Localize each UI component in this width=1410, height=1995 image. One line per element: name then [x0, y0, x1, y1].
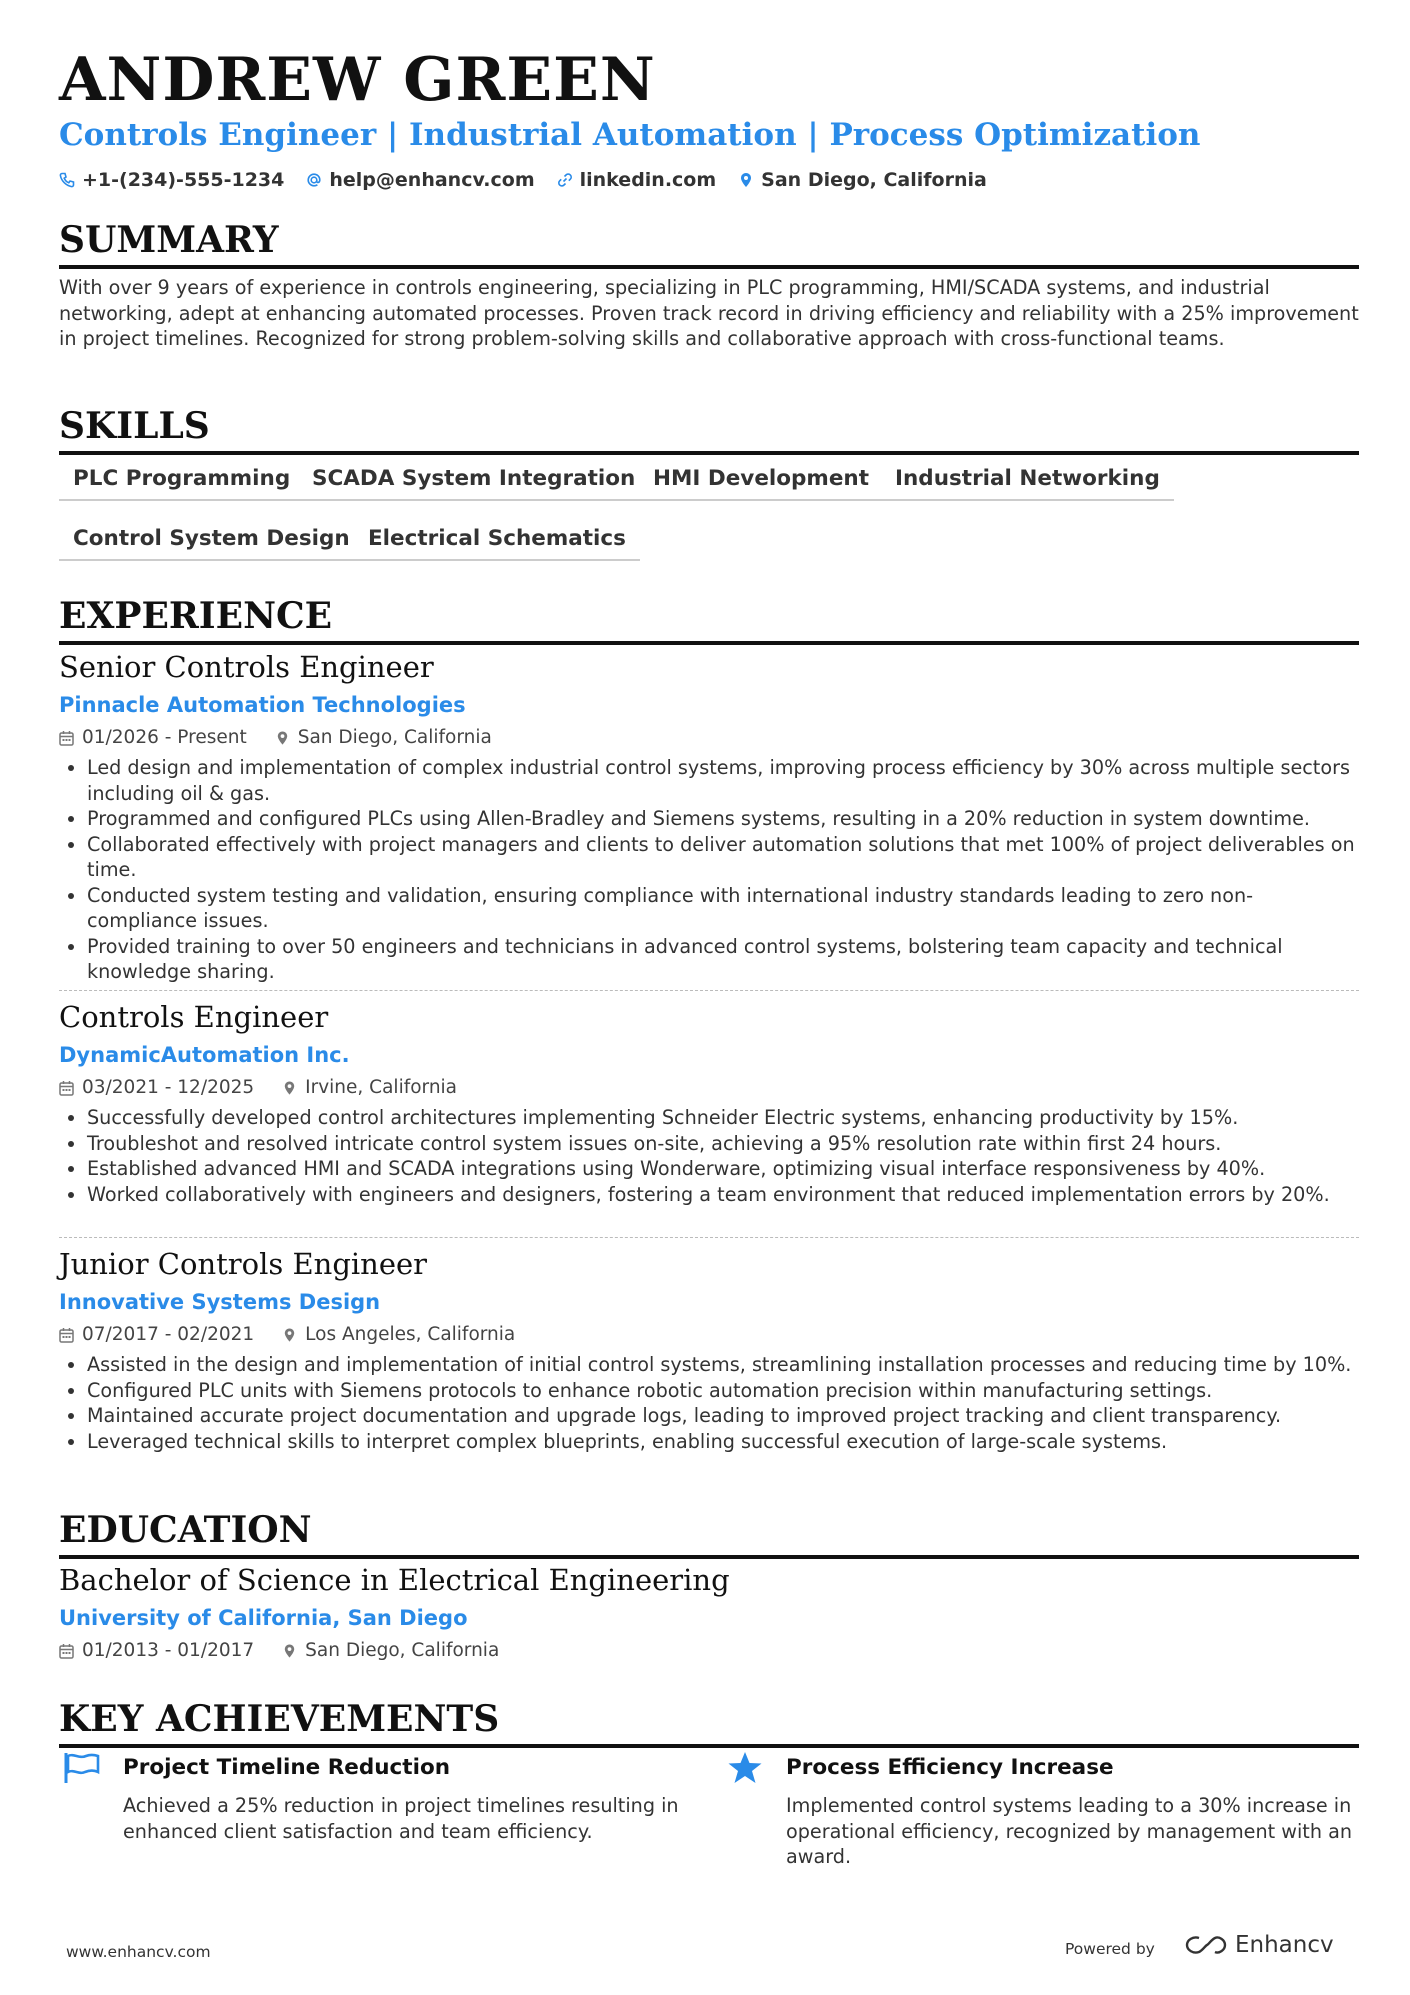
job-bullet: • Maintained accurate project documentation and upgrade logs, leading to improved project tracking and client transparency.	[87, 1403, 1359, 1429]
calendar-icon	[59, 730, 74, 746]
education-location	[282, 1640, 499, 1661]
job-location-text: San Diego, California	[297, 727, 492, 748]
education-meta	[59, 1640, 499, 1661]
email-text: help@enhancv.com	[329, 169, 535, 191]
job-bullet: • Worked collaboratively with engineers and designers, fostering a team environment that reduced implementation errors by 20%.	[87, 1182, 1359, 1208]
company-name: DynamicAutomation Inc.	[59, 1043, 350, 1067]
job-bullet: • Configured PLC units with Siemens protocols to enhance robotic automation precision within manufacturing settings.	[87, 1378, 1359, 1404]
job-title: Senior Controls Engineer	[59, 650, 434, 684]
footer-powered-by: Powered by	[1065, 1940, 1155, 1958]
contact-email[interactable]	[306, 169, 534, 191]
experience-heading: EXPERIENCE	[59, 598, 1359, 645]
footer-brand-logo[interactable]	[1185, 1932, 1334, 1958]
location-pin-icon	[738, 172, 754, 188]
job-dates-text: 03/2021 - 12/2025	[82, 1077, 255, 1098]
job-bullet: • Conducted system testing and validation, ensuring compliance with international industry standards leading to zero non-compliance issues.	[87, 883, 1359, 934]
skill-tag: Industrial Networking	[881, 466, 1174, 501]
job-meta	[59, 1077, 457, 1098]
job-bullet: • Assisted in the design and implementation of initial control systems, streamlining installation processes and reducing time by 10%.	[87, 1352, 1359, 1378]
skill-tag: PLC Programming	[59, 466, 304, 501]
achievement-title: Project Timeline Reduction	[123, 1755, 451, 1780]
job-bullet: • Leveraged technical skills to interpret complex blueprints, enabling successful execution of large-scale systems.	[87, 1429, 1359, 1455]
job-bullets	[59, 1352, 1359, 1454]
job-divider	[59, 990, 1359, 991]
company-name: Pinnacle Automation Technologies	[59, 693, 466, 717]
location-pin-icon	[282, 1643, 297, 1659]
job-location	[282, 1324, 515, 1345]
job-dates-text: 01/2026 - Present	[82, 727, 247, 748]
contact-phone[interactable]	[59, 169, 284, 191]
phone-icon	[59, 172, 75, 188]
headline: Controls Engineer | Industrial Automation | Process Optimization	[59, 117, 1201, 153]
calendar-icon	[59, 1643, 74, 1659]
skill-tag: Control System Design	[59, 526, 364, 561]
phone-text: +1-(234)-555-1234	[82, 169, 285, 191]
job-dates-text: 07/2017 - 02/2021	[82, 1324, 255, 1345]
job-meta	[59, 1324, 515, 1345]
star-icon	[726, 1751, 764, 1785]
education-dates	[59, 1640, 254, 1661]
company-name: Innovative Systems Design	[59, 1290, 381, 1314]
summary-text: With over 9 years of experience in controls engineering, specializing in PLC programming, HMI/SCADA systems, and industrial networking, adept at enhancing automated processes. Proven track record in driving efficiency and reliability with a 25% improvement in project timelines. Recognized for strong problem-solving skills and collaborative approach with cross-functional teams.	[59, 276, 1359, 350]
linkedin-text: linkedin.com	[579, 169, 717, 191]
job-bullet: • Led design and implementation of complex industrial control systems, improving process efficiency by 30% across multiple sectors including oil & gas.	[87, 755, 1359, 806]
skills-heading: SKILLS	[59, 408, 1359, 455]
job-bullets	[59, 755, 1359, 985]
job-location-text: Irvine, California	[305, 1077, 458, 1098]
contact-bar	[59, 169, 987, 191]
school-name: University of California, San Diego	[59, 1606, 468, 1630]
job-dates	[59, 1077, 254, 1098]
job-bullet: • Established advanced HMI and SCADA integrations using Wonderware, optimizing visual interface responsiveness by 40%.	[87, 1156, 1359, 1182]
skill-tag: HMI Development	[639, 466, 883, 501]
education-heading: EDUCATION	[59, 1512, 1359, 1559]
job-bullet: • Successfully developed control architectures implementing Schneider Electric systems, enhancing productivity by 15%.	[87, 1105, 1359, 1131]
calendar-icon	[59, 1080, 74, 1096]
job-location-text: Los Angeles, California	[305, 1324, 516, 1345]
job-title: Controls Engineer	[59, 1000, 329, 1034]
degree-title: Bachelor of Science in Electrical Engineering	[59, 1563, 730, 1597]
job-bullet: • Troubleshot and resolved intricate control system issues on-site, achieving a 95% resolution rate within first 24 hours.	[87, 1131, 1359, 1157]
job-meta	[59, 727, 492, 748]
enhancv-logo-icon	[1185, 1934, 1229, 1956]
skill-tag: SCADA System Integration	[298, 466, 649, 501]
job-bullet: • Programmed and configured PLCs using Allen-Bradley and Siemens systems, resulting in a 20% reduction in system downtime.	[87, 806, 1359, 832]
achievement-description: Achieved a 25% reduction in project timelines resulting in enhanced client satisfaction and team efficiency.	[123, 1794, 679, 1843]
achievement-description: Implemented control systems leading to a 30% increase in operational efficiency, recognized by management with an award.	[786, 1794, 1352, 1868]
education-location-text: San Diego, California	[305, 1640, 500, 1661]
job-dates	[59, 727, 247, 748]
location-pin-icon	[275, 730, 290, 746]
job-bullets	[59, 1105, 1359, 1207]
contact-linkedin[interactable]	[557, 169, 717, 191]
contact-location	[738, 169, 987, 191]
location-pin-icon	[282, 1080, 297, 1096]
job-bullet: • Provided training to over 50 engineers and technicians in advanced control systems, bolstering team capacity and technical knowledge sharing.	[87, 934, 1359, 985]
achievement-title: Process Efficiency Increase	[786, 1755, 1114, 1780]
job-divider	[59, 1237, 1359, 1238]
summary-heading: SUMMARY	[59, 222, 1359, 269]
education-dates-text: 01/2013 - 01/2017	[82, 1640, 255, 1661]
job-location	[282, 1077, 457, 1098]
skill-tag: Electrical Schematics	[354, 526, 640, 561]
job-location	[275, 727, 492, 748]
at-icon	[306, 172, 322, 188]
job-dates	[59, 1324, 254, 1345]
job-bullet: • Collaborated effectively with project managers and clients to deliver automation solutions that met 100% of project deliverables on time.	[87, 832, 1359, 883]
flag-icon	[63, 1751, 101, 1785]
location-text: San Diego, California	[761, 169, 987, 191]
achievements-heading: KEY ACHIEVEMENTS	[59, 1701, 1359, 1748]
footer-website[interactable]: www.enhancv.com	[66, 1943, 211, 1961]
calendar-icon	[59, 1327, 74, 1343]
candidate-name: ANDREW GREEN	[59, 45, 656, 115]
link-icon	[557, 172, 573, 188]
footer-brand-name: Enhancv	[1235, 1932, 1334, 1958]
job-title: Junior Controls Engineer	[59, 1247, 428, 1281]
location-pin-icon	[282, 1327, 297, 1343]
